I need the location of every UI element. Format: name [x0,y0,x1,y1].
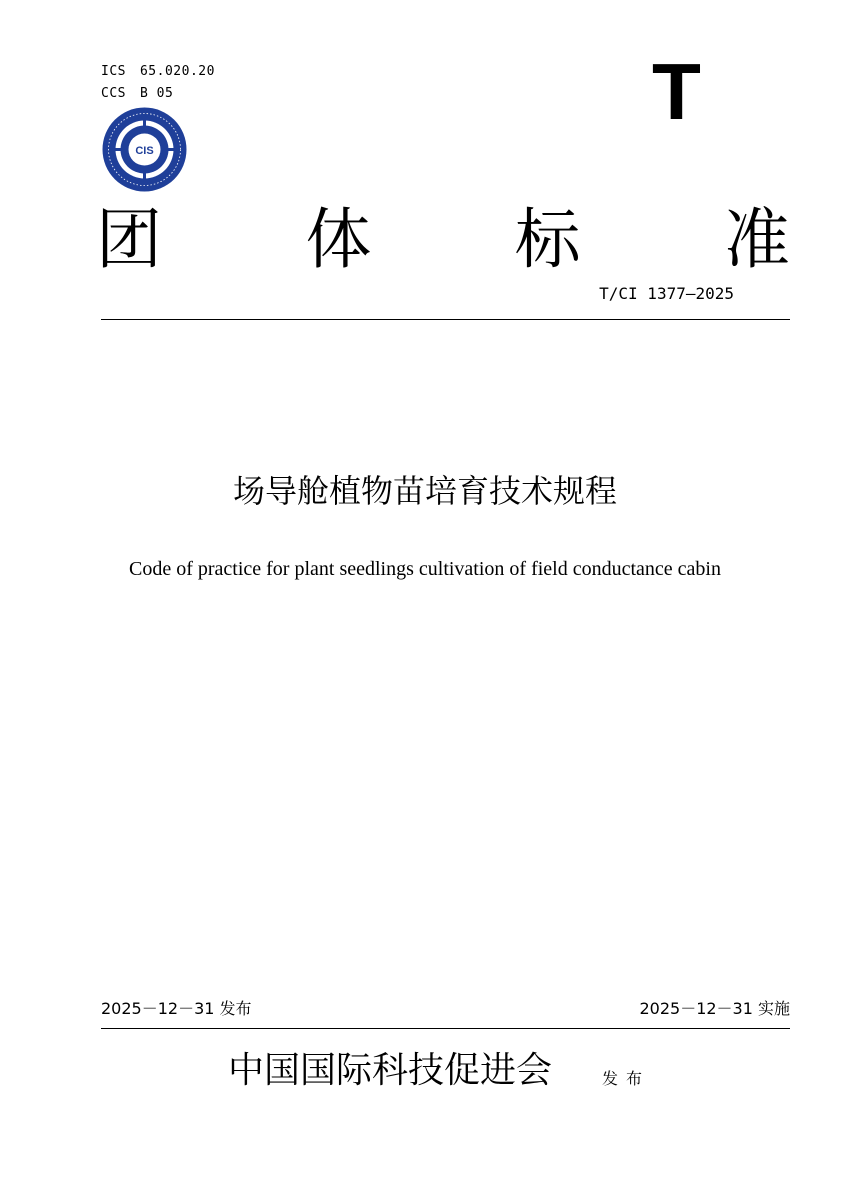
footer-divider [101,1028,790,1029]
ics-code: 65.020.20 [139,64,215,79]
document-title-en: Code of practice for plant seedlings cultivation of field conductance cabin [128,558,721,580]
issued-label: 发布 [602,1069,651,1088]
standard-number: T/CI 1377—2025 [599,284,734,303]
publish-date: 2025－12－31 发布 [101,999,252,1018]
cis-logo-icon [101,106,188,193]
issuing-organization: 中国国际科技促进会 [228,1050,553,1091]
standard-type-char: 体 [305,201,372,278]
ccs-code: B 05 [139,86,174,101]
logo-text: CIS [135,145,154,157]
standard-type-char: 准 [723,201,790,278]
ics-classification [101,64,215,79]
ccs-classification [101,86,173,101]
standard-type-char: 标 [514,201,581,278]
standard-type-char: 团 [96,201,162,278]
header-divider [101,319,790,320]
ics-label: ICS [101,64,126,79]
implement-date: 2025－12－31 实施 [639,999,790,1018]
category-letter: T [652,47,701,136]
ccs-label: CCS [101,86,126,101]
standard-type-heading [96,200,790,280]
document-title-zh: 场导舱植物苗培育技术规程 [232,472,617,510]
